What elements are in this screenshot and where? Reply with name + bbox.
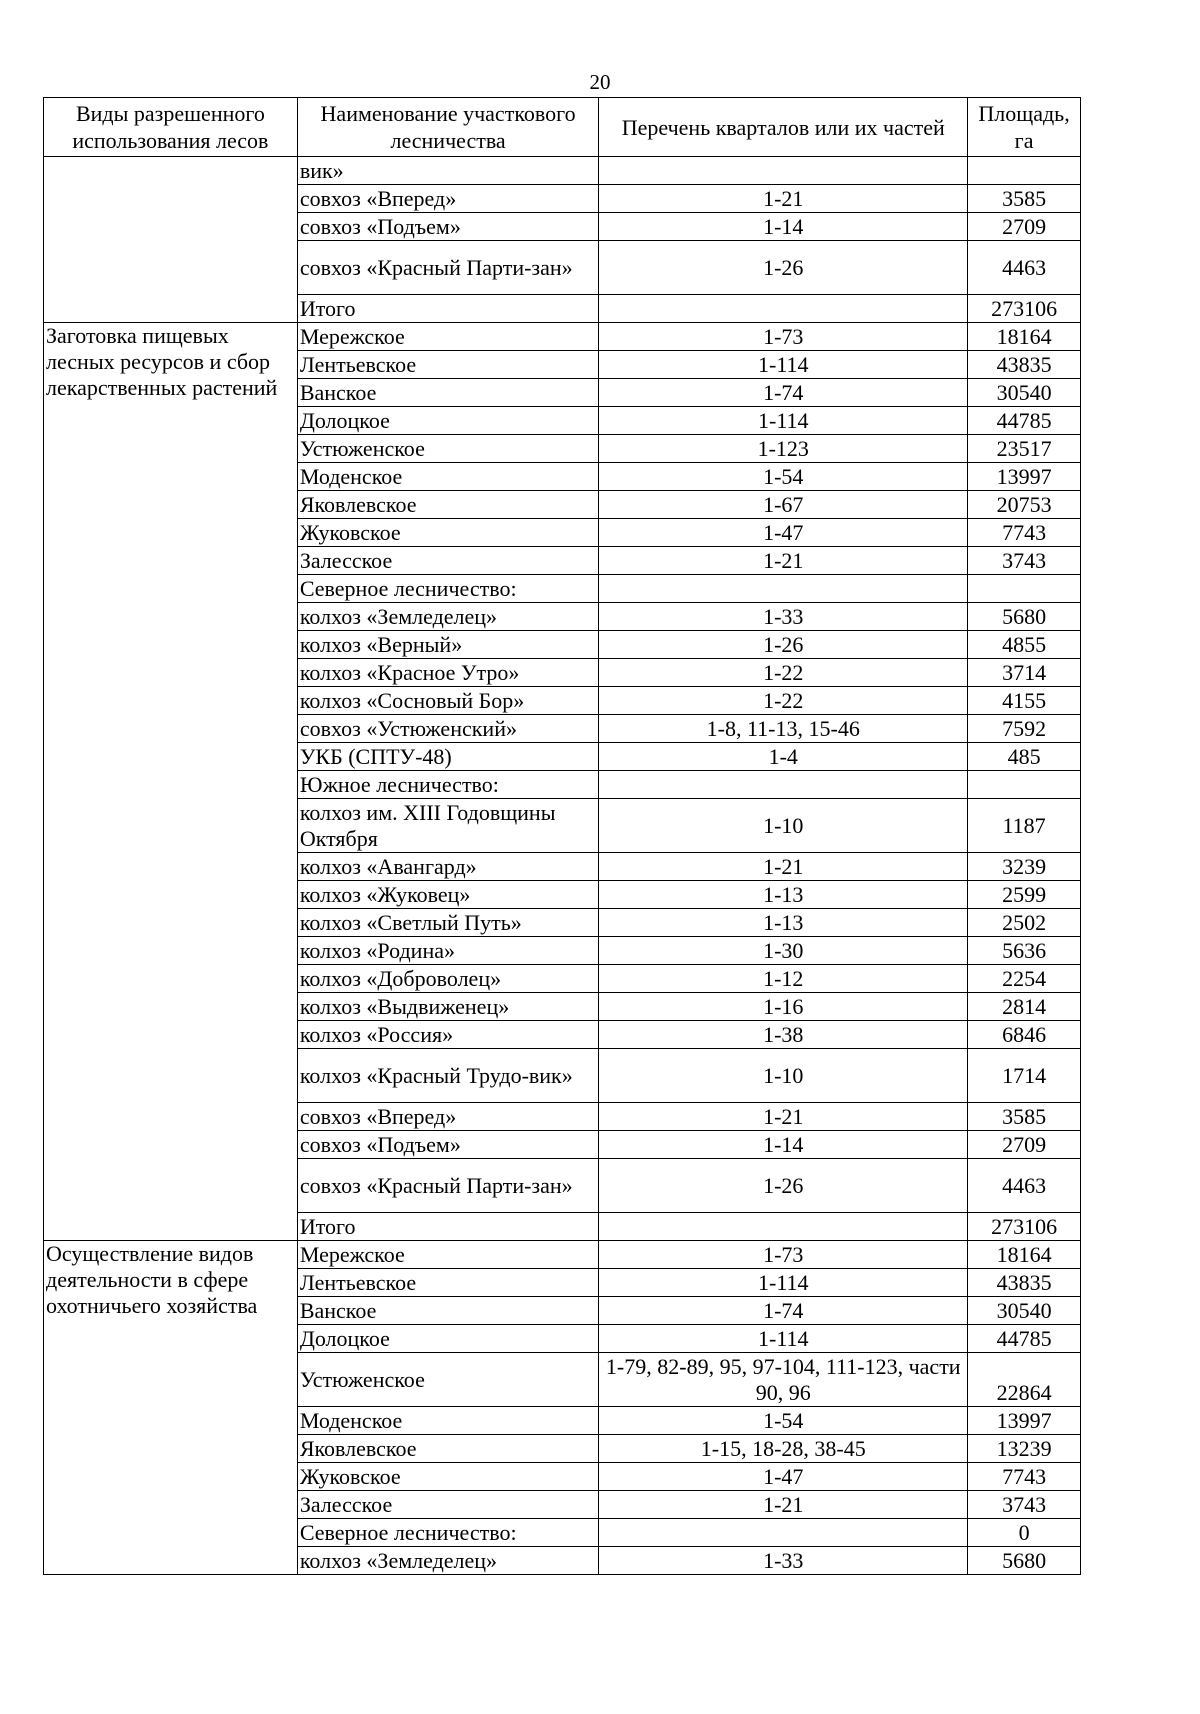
header-use-type: Виды разрешенного использования лесов	[44, 98, 298, 157]
header-forestry-name: Наименование участкового лесничества	[297, 98, 599, 157]
area-cell: 3239	[968, 853, 1081, 881]
area-cell: 13997	[968, 1407, 1081, 1435]
use-type-cell	[44, 157, 298, 323]
forest-use-table	[43, 97, 1081, 1575]
forestry-name-cell: Мережское	[297, 1241, 599, 1269]
area-cell: 22864	[968, 1353, 1081, 1407]
area-cell: 4155	[968, 687, 1081, 715]
forestry-name-cell: Моденское	[297, 463, 599, 491]
quarters-cell: 1-74	[599, 379, 968, 407]
quarters-cell	[599, 575, 968, 603]
area-cell: 20753	[968, 491, 1081, 519]
area-cell: 4463	[968, 241, 1081, 295]
area-cell: 3585	[968, 185, 1081, 213]
quarters-cell: 1-33	[599, 603, 968, 631]
forestry-name-cell: Жуковское	[297, 519, 599, 547]
area-cell: 18164	[968, 323, 1081, 351]
quarters-cell: 1-114	[599, 1325, 968, 1353]
area-cell: 1187	[968, 799, 1081, 853]
quarters-cell	[599, 1213, 968, 1241]
area-cell: 2254	[968, 965, 1081, 993]
quarters-cell: 1-114	[599, 407, 968, 435]
area-cell: 2502	[968, 909, 1081, 937]
forestry-name-cell: колхоз «Красный Трудо-вик»	[297, 1049, 599, 1103]
forestry-name-cell: Итого	[297, 295, 599, 323]
quarters-cell: 1-73	[599, 323, 968, 351]
area-cell: 0	[968, 1519, 1081, 1547]
forestry-name-cell: Мережское	[297, 323, 599, 351]
quarters-cell: 1-30	[599, 937, 968, 965]
area-cell: 5680	[968, 1547, 1081, 1575]
quarters-cell	[599, 771, 968, 799]
quarters-cell: 1-16	[599, 993, 968, 1021]
quarters-cell: 1-10	[599, 1049, 968, 1103]
forestry-name-cell: Яковлевское	[297, 1435, 599, 1463]
quarters-cell: 1-21	[599, 1103, 968, 1131]
quarters-cell: 1-15, 18-28, 38-45	[599, 1435, 968, 1463]
table-header-row	[44, 98, 1081, 157]
forestry-name-cell: колхоз «Земледелец»	[297, 1547, 599, 1575]
forestry-name-cell: колхоз «Родина»	[297, 937, 599, 965]
area-cell: 3714	[968, 659, 1081, 687]
area-cell: 273106	[968, 1213, 1081, 1241]
area-cell: 485	[968, 743, 1081, 771]
forestry-name-cell: колхоз «Красное Утро»	[297, 659, 599, 687]
forestry-name-cell: колхоз «Земледелец»	[297, 603, 599, 631]
forestry-name-cell: Моденское	[297, 1407, 599, 1435]
quarters-cell: 1-21	[599, 547, 968, 575]
forestry-name-cell: колхоз «Светлый Путь»	[297, 909, 599, 937]
quarters-cell: 1-114	[599, 351, 968, 379]
quarters-cell: 1-8, 11-13, 15-46	[599, 715, 968, 743]
forestry-name-cell: Жуковское	[297, 1463, 599, 1491]
area-cell: 30540	[968, 379, 1081, 407]
quarters-cell: 1-38	[599, 1021, 968, 1049]
area-cell	[968, 771, 1081, 799]
forestry-name-cell: совхоз «Подъем»	[297, 1131, 599, 1159]
forestry-name-cell: Итого	[297, 1213, 599, 1241]
forestry-name-cell: Залесское	[297, 547, 599, 575]
forestry-name-cell: Ванское	[297, 379, 599, 407]
use-type-cell: Осуществление видов деятельности в сфере охотничьего хозяйства	[44, 1241, 298, 1575]
quarters-cell: 1-54	[599, 463, 968, 491]
header-quarters: Перечень кварталов или их частей	[599, 98, 968, 157]
forestry-name-cell: Устюженское	[297, 435, 599, 463]
quarters-cell: 1-21	[599, 185, 968, 213]
forestry-name-cell: совхоз «Подъем»	[297, 213, 599, 241]
quarters-cell: 1-10	[599, 799, 968, 853]
quarters-cell: 1-13	[599, 909, 968, 937]
forestry-name-cell: колхоз «Выдвиженец»	[297, 993, 599, 1021]
area-cell: 273106	[968, 295, 1081, 323]
area-cell	[968, 575, 1081, 603]
quarters-cell: 1-21	[599, 853, 968, 881]
area-cell: 43835	[968, 351, 1081, 379]
forestry-name-cell: Долоцкое	[297, 1325, 599, 1353]
quarters-cell: 1-12	[599, 965, 968, 993]
quarters-cell: 1-79, 82-89, 95, 97-104, 111-123, части 90, 96	[599, 1353, 968, 1407]
area-cell: 18164	[968, 1241, 1081, 1269]
area-cell: 7592	[968, 715, 1081, 743]
area-cell: 2709	[968, 213, 1081, 241]
area-cell: 5636	[968, 937, 1081, 965]
quarters-cell: 1-47	[599, 1463, 968, 1491]
forestry-name-cell: колхоз «Доброволец»	[297, 965, 599, 993]
area-cell: 2814	[968, 993, 1081, 1021]
header-area: Площадь, га	[968, 98, 1081, 157]
forestry-name-cell: колхоз «Авангард»	[297, 853, 599, 881]
quarters-cell: 1-73	[599, 1241, 968, 1269]
quarters-cell: 1-14	[599, 1131, 968, 1159]
forestry-name-cell: совхоз «Вперед»	[297, 185, 599, 213]
quarters-cell: 1-26	[599, 631, 968, 659]
area-cell: 3743	[968, 1491, 1081, 1519]
quarters-cell: 1-21	[599, 1491, 968, 1519]
area-cell: 6846	[968, 1021, 1081, 1049]
quarters-cell: 1-54	[599, 1407, 968, 1435]
area-cell: 1714	[968, 1049, 1081, 1103]
forestry-name-cell: колхоз «Верный»	[297, 631, 599, 659]
area-cell: 2599	[968, 881, 1081, 909]
table-row	[44, 1241, 1081, 1269]
quarters-cell: 1-33	[599, 1547, 968, 1575]
table-row	[44, 157, 1081, 185]
area-cell: 5680	[968, 603, 1081, 631]
area-cell: 4463	[968, 1159, 1081, 1213]
area-cell: 13239	[968, 1435, 1081, 1463]
area-cell: 4855	[968, 631, 1081, 659]
forestry-name-cell: Ванское	[297, 1297, 599, 1325]
quarters-cell	[599, 295, 968, 323]
forestry-name-cell: колхоз «Сосновый Бор»	[297, 687, 599, 715]
quarters-cell: 1-47	[599, 519, 968, 547]
area-cell: 23517	[968, 435, 1081, 463]
forestry-name-cell: совхоз «Красный Парти-зан»	[297, 1159, 599, 1213]
table-row	[44, 323, 1081, 351]
area-cell: 13997	[968, 463, 1081, 491]
area-cell: 30540	[968, 1297, 1081, 1325]
quarters-cell: 1-22	[599, 687, 968, 715]
forestry-name-cell: колхоз «Россия»	[297, 1021, 599, 1049]
forestry-name-cell: Яковлевское	[297, 491, 599, 519]
area-cell: 7743	[968, 519, 1081, 547]
quarters-cell	[599, 157, 968, 185]
quarters-cell: 1-14	[599, 213, 968, 241]
forestry-name-cell: Устюженское	[297, 1353, 599, 1407]
use-type-cell: Заготовка пищевых лесных ресурсов и сбор лекарственных растений	[44, 323, 298, 1241]
forestry-name-cell: Залесское	[297, 1491, 599, 1519]
quarters-cell: 1-67	[599, 491, 968, 519]
quarters-cell: 1-4	[599, 743, 968, 771]
forestry-name-cell: Южное лесничество:	[297, 771, 599, 799]
quarters-cell: 1-74	[599, 1297, 968, 1325]
forestry-name-cell: совхоз «Устюженский»	[297, 715, 599, 743]
forestry-name-cell: совхоз «Вперед»	[297, 1103, 599, 1131]
area-cell: 44785	[968, 407, 1081, 435]
forestry-name-cell: Долоцкое	[297, 407, 599, 435]
quarters-cell: 1-13	[599, 881, 968, 909]
forestry-name-cell: совхоз «Красный Парти-зан»	[297, 241, 599, 295]
page-number: 20	[589, 70, 611, 94]
forestry-name-cell: вик»	[297, 157, 599, 185]
forestry-name-cell: Северное лесничество:	[297, 575, 599, 603]
forestry-name-cell: колхоз им. XIII Годовщины Октября	[297, 799, 599, 853]
area-cell: 3743	[968, 547, 1081, 575]
quarters-cell: 1-114	[599, 1269, 968, 1297]
area-cell: 7743	[968, 1463, 1081, 1491]
area-cell: 44785	[968, 1325, 1081, 1353]
forestry-name-cell: Северное лесничество:	[297, 1519, 599, 1547]
quarters-cell: 1-26	[599, 1159, 968, 1213]
quarters-cell: 1-123	[599, 435, 968, 463]
area-cell	[968, 157, 1081, 185]
quarters-cell	[599, 1519, 968, 1547]
forestry-name-cell: Лентьевское	[297, 351, 599, 379]
forestry-name-cell: УКБ (СПТУ-48)	[297, 743, 599, 771]
table-body	[44, 157, 1081, 1575]
forestry-name-cell: колхоз «Жуковец»	[297, 881, 599, 909]
area-cell: 3585	[968, 1103, 1081, 1131]
forestry-name-cell: Лентьевское	[297, 1269, 599, 1297]
quarters-cell: 1-22	[599, 659, 968, 687]
area-cell: 43835	[968, 1269, 1081, 1297]
quarters-cell: 1-26	[599, 241, 968, 295]
area-cell: 2709	[968, 1131, 1081, 1159]
